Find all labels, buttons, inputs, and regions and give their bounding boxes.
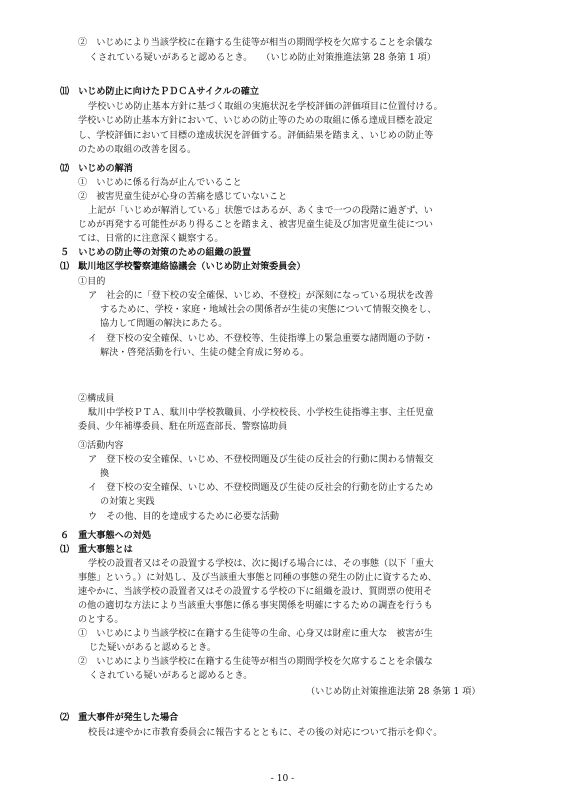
text-line: くされている疑いがあると認めるとき。 （いじめ防止対策推進法第 28 条第 1 項） <box>89 53 436 63</box>
text-line: 委員、少年補導委員、駐在所巡査部長、警察協助員 <box>78 422 288 432</box>
section-heading: ⑴ 駄川地区学校警察連絡協議会（いじめ防止対策委員会） <box>60 261 306 272</box>
text-line: ア 登下校の安全確保、いじめ、不登校問題及び生徒の反社会的行動に関わる情報交 <box>88 455 434 465</box>
text-line: 事態」という。）に対処し、及び当該重大事態と同種の事態の発生の防止に資するため、 <box>78 573 437 583</box>
text-line: のとする。 <box>78 615 124 625</box>
text-line: の対策と実践 <box>100 497 155 507</box>
text-line: 学校いじめ防止基本方針に基づく取組の実施状況を学校評価の評価項目に位置付ける。 <box>88 102 443 112</box>
text-line: ては、日常的に注意深く観察する。 <box>78 234 224 244</box>
text-line: のための取組の改善を図る。 <box>78 145 197 155</box>
text-line: するために、学校・家庭・地域社会の関係者が生徒の実態について情報交換をし、 <box>100 305 437 315</box>
text-line: 協力して問題の解決にあたる。 <box>100 319 228 329</box>
section-heading: ⑵ 重大事件が発生した場合 <box>60 712 179 723</box>
text-line: ② いじめにより当該学校に在籍する生徒等が相当の期間学校を欠席することを余儀な <box>78 38 433 48</box>
section-heading: ⑴ 重大事態とは <box>60 544 133 555</box>
text-line: ②構成員 <box>78 394 115 404</box>
text-line: ア 社会的に「登下校の安全確保、いじめ、不登校」が深刻になっている現状を改善 <box>88 291 434 301</box>
text-line: じめが再発する可能性があり得ることを踏まえ、被害児童生徒及び加害児童生徒につい <box>78 220 434 230</box>
section-heading: ５ いじめの防止等の対策のための組織の設置 <box>60 247 251 258</box>
text-line: ①目的 <box>78 277 106 287</box>
text-line: 上記が「いじめが解消している」状態ではあるが、あくまで一つの段階に過ぎず、い <box>88 206 433 216</box>
text-line: ウ その他、目的を達成するために必要な活動 <box>88 512 279 522</box>
text-line: し、学校評価において目標の達成状況を評価する。評価結果を踏まえ、いじめの防止等 <box>78 131 434 141</box>
text-line: 駄川中学校ＰＴＡ、駄川中学校教職員、小学校校長、小学校生徒指導主事、主任児童 <box>88 408 434 418</box>
text-line: ② いじめにより当該学校に在籍する生徒等が相当の期間学校を欠席することを余儀な <box>78 657 433 667</box>
text-line: くされている疑いがあると認めるとき。 <box>89 671 253 681</box>
text-line: イ 登下校の安全確保、いじめ、不登校問題及び生徒の反社会的行動を防止するため <box>88 483 434 493</box>
citation-line: （いじめ防止対策推進法第 28 条第 1 項） <box>306 687 481 697</box>
section-heading: ⑿ いじめの解消 <box>60 163 133 174</box>
section-heading: ６ 重大事態への対処 <box>60 530 151 541</box>
text-line: の他の適切な方法により当該重大事態に係る事実関係を明確にするための調査を行うも <box>78 601 433 611</box>
text-line: 校長は速やかに市教育委員会に報告するとともに、その後の対応について指示を仰ぐ。 <box>88 728 443 738</box>
text-line: イ 登下校の安全確保、いじめ、不登校等、生徒指導上の緊急重要な諸問題の予防・ <box>88 334 434 344</box>
text-line: 学校いじめ防止基本方針において、いじめの防止等のための取組に係る達成目標を設定 <box>78 116 433 126</box>
text-line: ① いじめにより当該学校に在籍する生徒等の生命、心身又は財産に重大な 被害が生 <box>78 629 433 639</box>
text-line: 解決・啓発活動を行い、生徒の健全育成に努める。 <box>100 348 310 358</box>
text-line: 換 <box>100 469 110 479</box>
text-line: 速やかに、当該学校の設置者又はその設置する学校の下に組織を設け、質問票の使用そ <box>78 587 433 597</box>
text-line: ② 被害児童生徒が心身の苦痛を感じていないこと <box>78 192 288 202</box>
text-line: じた疑いがあると認めるとき。 <box>89 643 216 653</box>
text-line: 学校の設置者又はその設置する学校は、次に掲げる場合には、その事態（以下「重大 <box>88 559 434 569</box>
text-line: ① いじめに係る行為が止んでいること <box>78 178 242 188</box>
page-number: - 10 - <box>270 774 295 784</box>
text-line: ③活動内容 <box>78 441 124 451</box>
section-heading: ⑾ いじめ防止に向けたＰＤＣＡサイクルの確立 <box>60 86 259 97</box>
